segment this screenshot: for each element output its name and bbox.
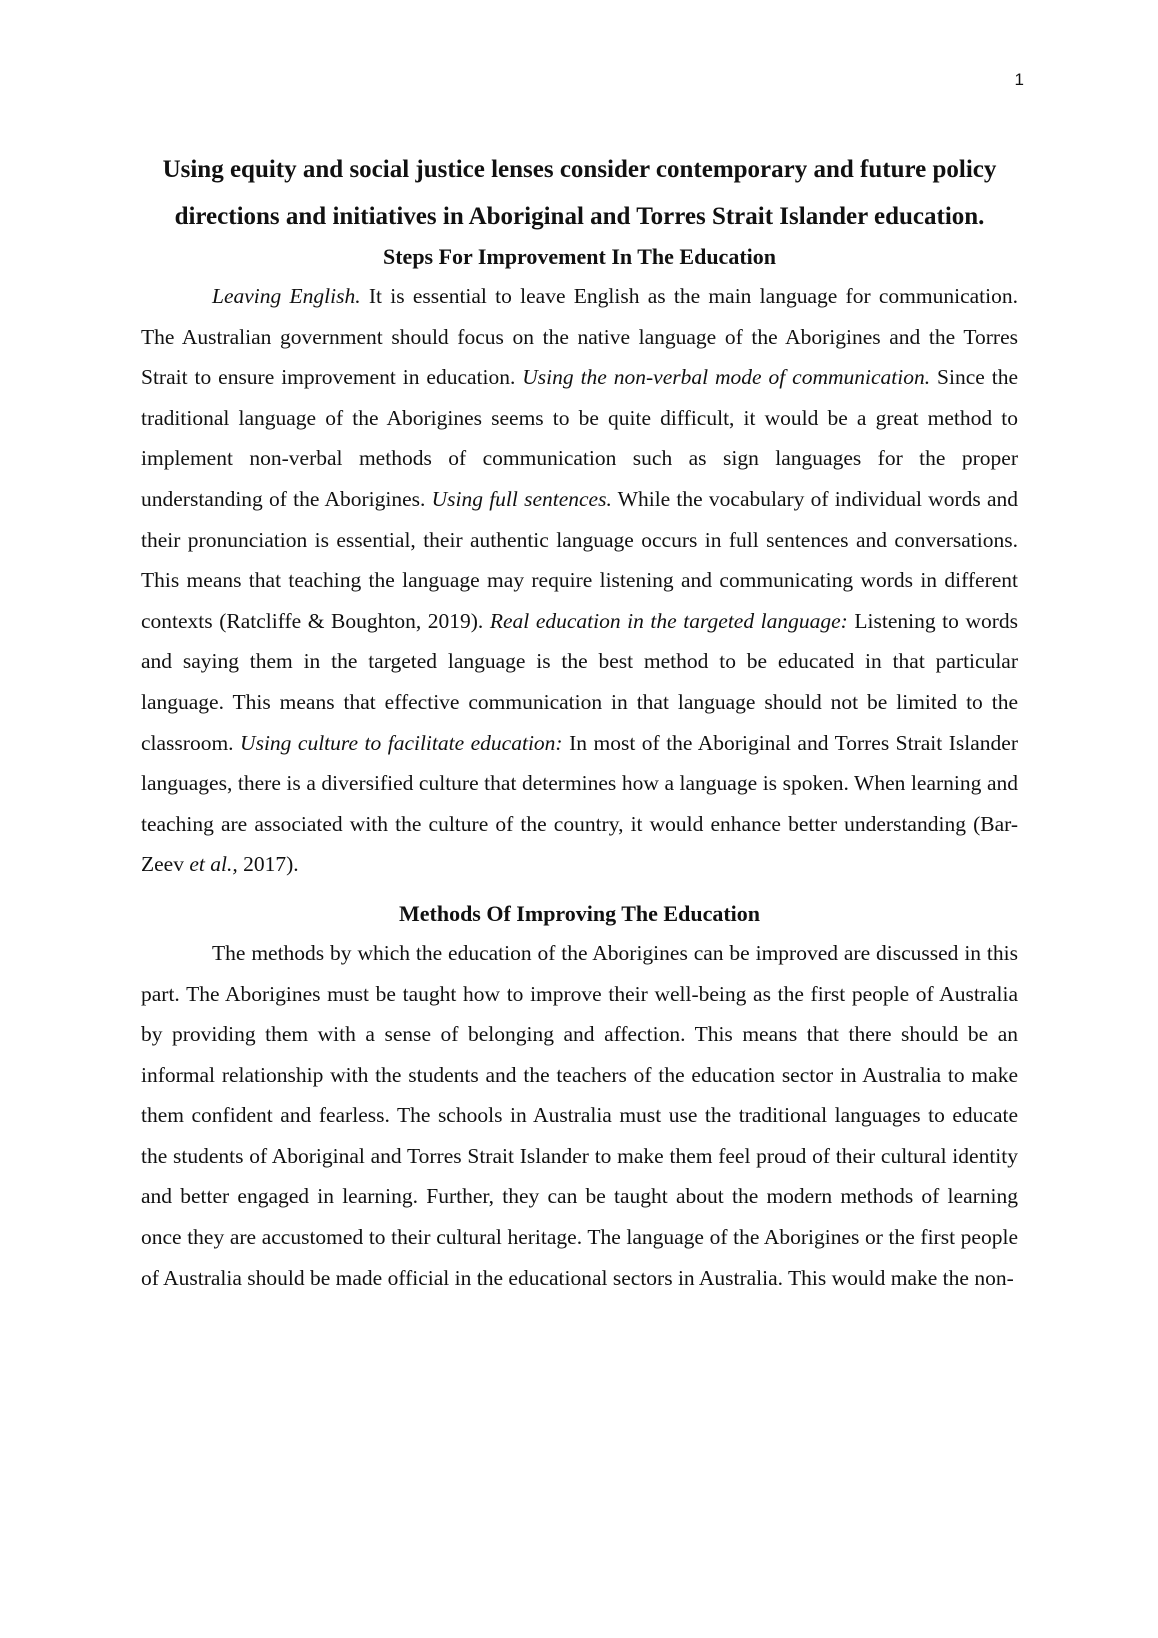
italic-run: Using the non-verbal mode of communication. <box>522 365 931 390</box>
text-run: Since the traditional language of the Aborigines seems to be quite difficult, it would be a great method to implement non-verbal methods of communication such as sign languages for the proper understanding of the Aborigines. <box>141 365 1018 511</box>
italic-run: Leaving English. <box>212 284 361 308</box>
italic-run: Using culture to facilitate education: <box>240 730 563 755</box>
text-run: 2017). <box>237 852 299 877</box>
page-number: 1 <box>1014 70 1024 89</box>
italic-run: Real education in the targeted language: <box>489 608 848 633</box>
italic-run: Using full sentences. <box>431 486 612 511</box>
text-run: In most of the Aboriginal and Torres Strait Islander languages, there is a diversified culture that determines how a language is spoken. When learning and teaching are associated with the culture of the country, it would enhance better understanding (Bar-Zeev <box>141 730 1018 877</box>
section-heading-methods: Methods Of Improving The Education <box>398 900 761 926</box>
text-run: While the vocabulary of individual words and their pronunciation is essential, their authentic language occurs in full sentences and conversations. This means that teaching the language may require listening and communicating words in different contexts (Ratcliffe & Boughton, 2019). <box>141 486 1018 633</box>
document-body <box>141 146 1018 1298</box>
text-run: The methods by which the education of the Aborigines can be improved are discussed in this part. The Aborigines must be taught how to improve their well-being as the first people of Australia by providing them with a sense of belonging and affection. This means that there should be an informal relationship with the students and the teachers of the education sector in Australia to make them confident and fearless. The schools in Australia must use the traditional languages to educate the students of Aboriginal and Torres Strait Islander to make them feel proud of their cultural identity and better engaged in learning. Further, they can be taught about the modern methods of learning once they are accustomed to their cultural heritage. The language of the Aborigines or the first people of Australia should be made official in the educational sectors in Australia. This would make the non- <box>141 940 1018 1290</box>
text-run: It is essential to leave English as the main language for communication. The Australian government should focus on the native language of the Aborigines and the Torres Strait to ensure improvement in education. <box>141 284 1019 390</box>
section-paragraph-steps <box>141 276 1018 885</box>
section-paragraph-methods <box>141 933 1018 1298</box>
section-heading-steps: Steps For Improvement In The Education <box>383 244 776 269</box>
italic-run: et al., <box>189 852 238 877</box>
document-title: Using equity and social justice lenses consider contemporary and future policy directions and initiatives in Aboriginal and Torres Strait Islander education. <box>162 156 997 230</box>
text-run: Listening to words and saying them in the targeted language is the best method to be educated in that particular language. This means that effective communication in that language should not be limited to the classroom. <box>141 608 1018 755</box>
